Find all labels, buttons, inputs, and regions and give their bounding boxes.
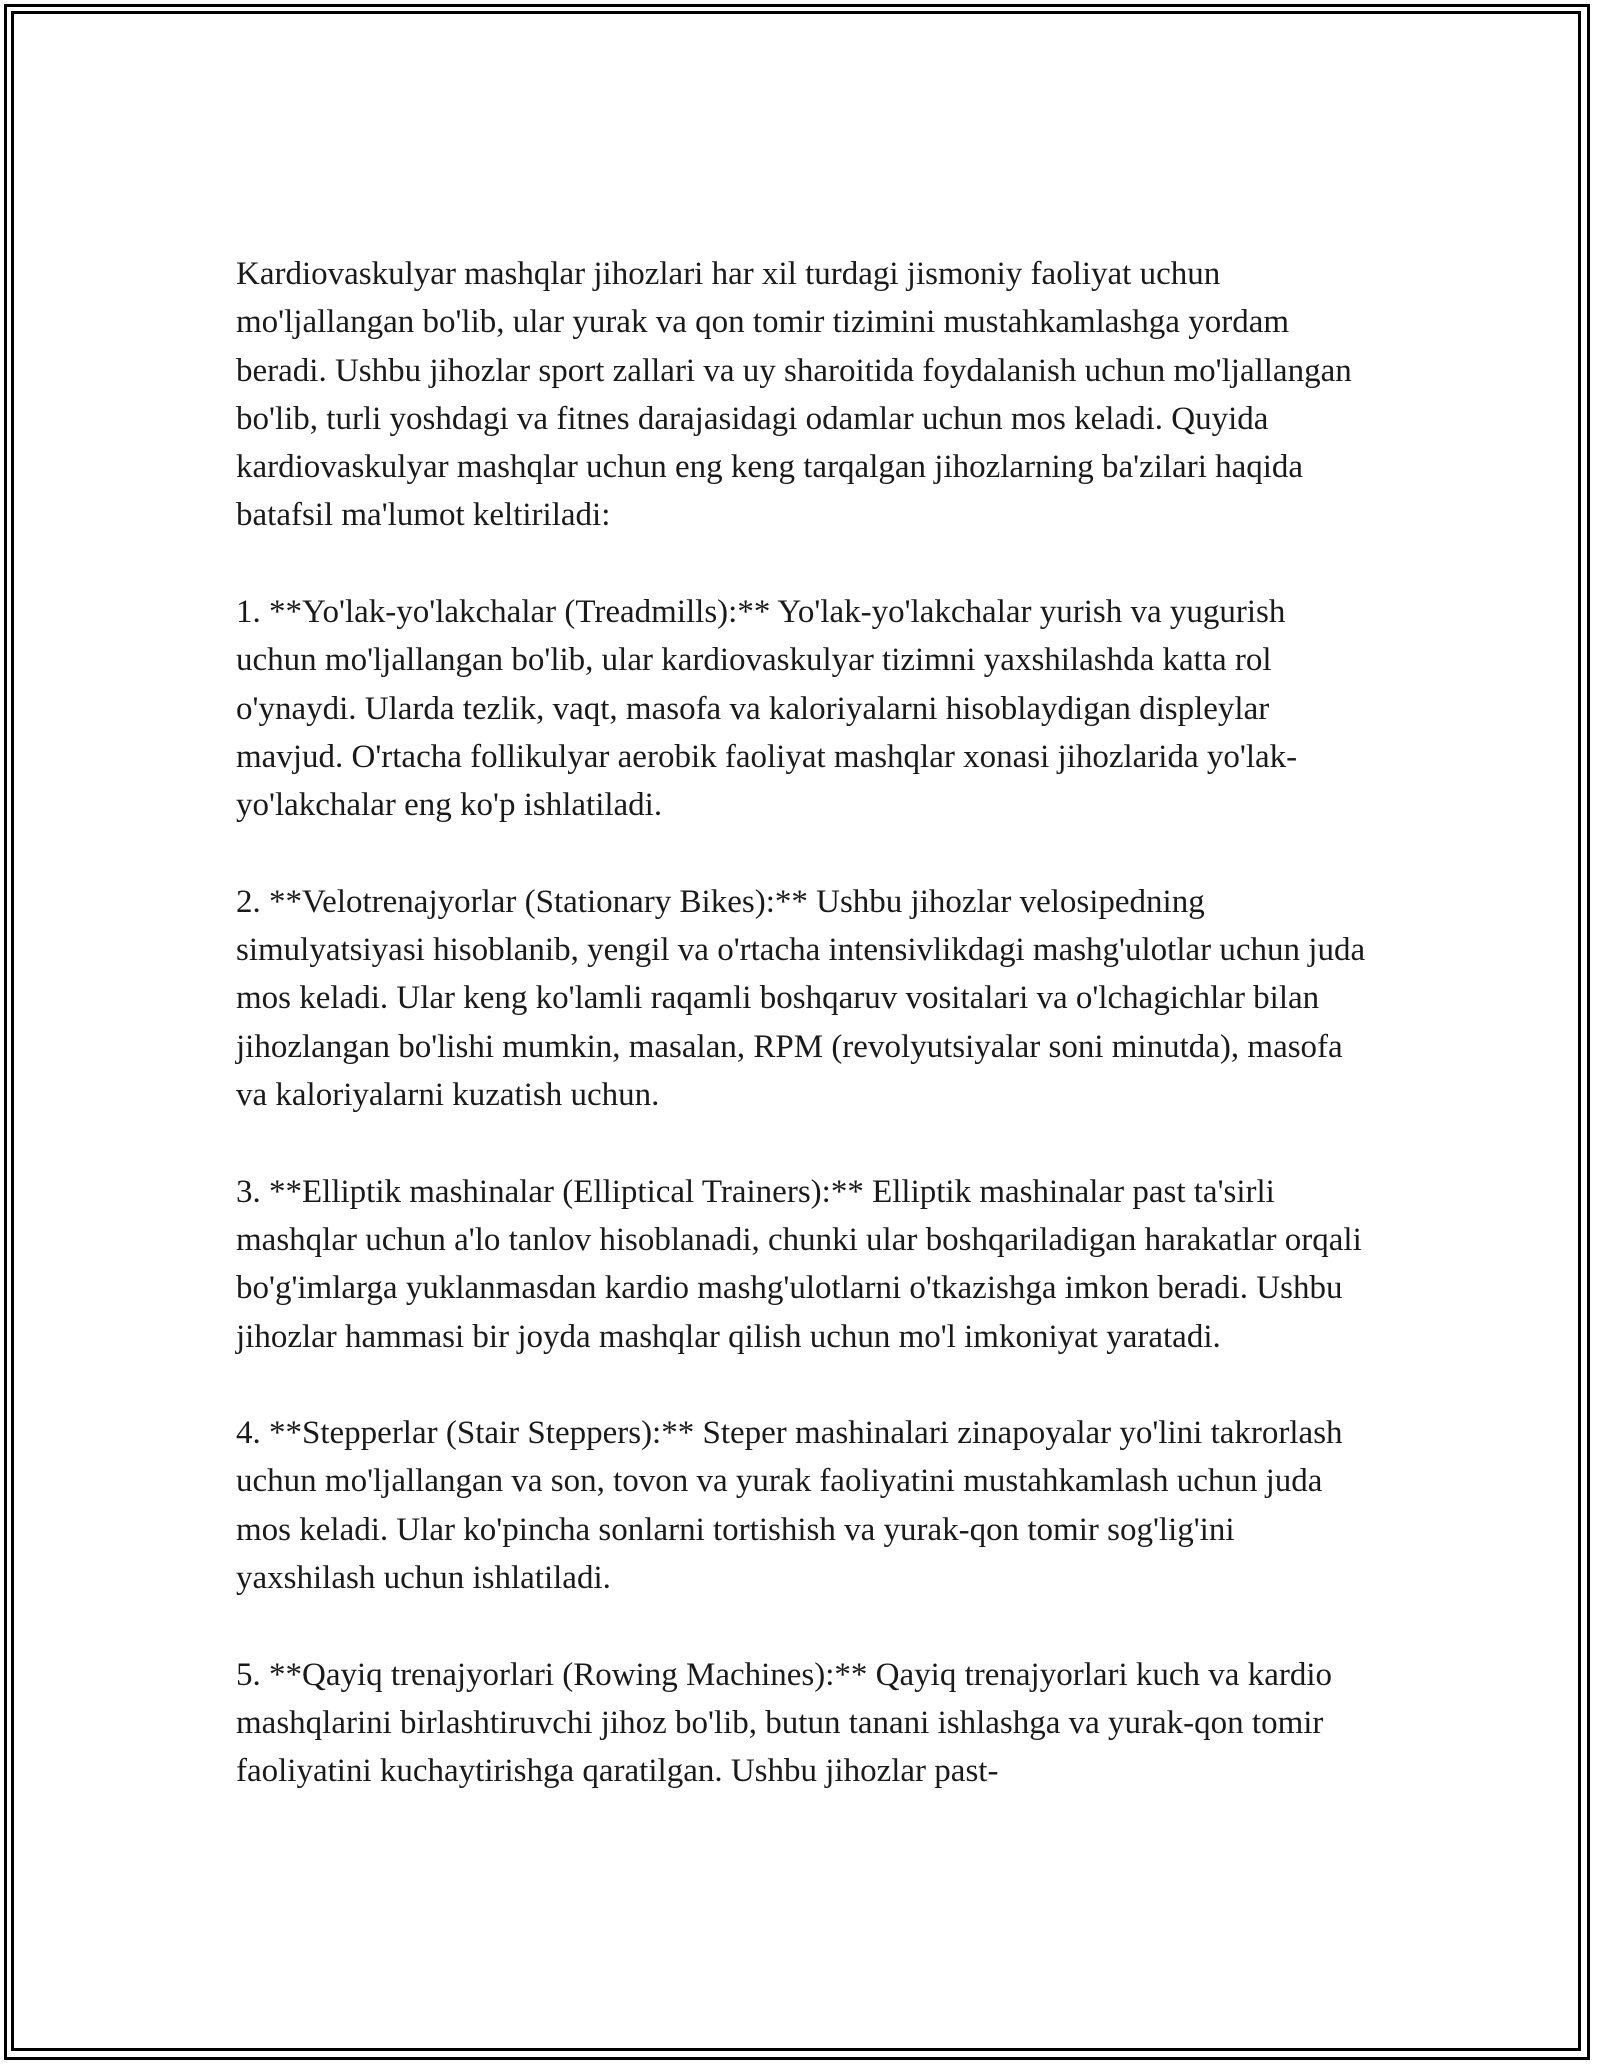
list-item-elliptical-trainers: 3. **Elliptik mashinalar (Elliptical Trainers):** Elliptik mashinalar past ta'sirli mashqlar uchun a'lo tanlov hisoblanadi, chunki ular boshqariladigan harakatlar orqali bo'g'imlarga yuklanmasdan kardio mashg'ulotlarni o'tkazishga imkon beradi. Ushbu jihozlar hammasi bir joyda mashqlar qilish uchun mo'l imkoniyat yaratadi. <box>236 1173 1362 1355</box>
document-body <box>236 250 1366 1796</box>
list-item-stationary-bikes: 2. **Velotrenajyorlar (Stationary Bikes):** Ushbu jihozlar velosipedning simulyatsiyasi hisoblanib, yengil va o'rtacha intensivlikdagi mashg'ulotlar uchun juda mos keladi. Ular keng ko'lamli raqamli boshqaruv vositalari va o'lchagichlar bilan jihozlangan bo'lishi mumkin, masalan, RPM (revolyutsiyalar soni minutda), masofa va kaloriyalarni kuzatish uchun. <box>236 883 1366 1114</box>
list-item-stair-steppers: 4. **Stepperlar (Stair Steppers):** Steper mashinalari zinapoyalar yo'lini takrorlash uchun mo'ljallangan va son, tovon va yurak faoliyatini mustahkamlash uchun juda mos keladi. Ular ko'pincha sonlarni tortishish va yurak-qon tomir sog'lig'ini yaxshilash uchun ishlatiladi. <box>236 1415 1343 1597</box>
list-item-treadmills: 1. **Yo'lak-yo'lakchalar (Treadmills):** Yo'lak-yo'lakchalar yurish va yugurish uchun mo'ljallangan bo'lib, ular kardiovaskulyar tizimni yaxshilashda katta rol o'ynaydi. Ularda tezlik, vaqt, masofa va kaloriyalarni hisoblaydigan displeylar mavjud. O'rtacha follikulyar aerobik faoliyat mashqlar xonasi jihozlarida yo'lak-yo'lakchalar eng ko'p ishlatiladi. <box>236 594 1298 824</box>
intro-paragraph: Kardiovaskulyar mashqlar jihozlari har xil turdagi jismoniy faoliyat uchun mo'ljallangan bo'lib, ular yurak va qon tomir tizimini mustahkamlashga yordam beradi. Ushbu jihozlar sport zallari va uy sharoitida foydalanish uchun mo'ljallangan bo'lib, turli yoshdagi va fitnes darajasidagi odamlar uchun mos keladi. Quyida kardiovaskulyar mashqlar uchun eng keng tarqalgan jihozlarning ba'zilari haqida batafsil ma'lumot keltiriladi: <box>236 256 1352 534</box>
list-item-rowing-machines: 5. **Qayiq trenajyorlari (Rowing Machines):** Qayiq trenajyorlari kuch va kardio mashqlarini birlashtiruvchi jihoz bo'lib, butun tanani ishlashga va yurak-qon tomir faoliyatini kuchaytirishga qaratilgan. Ushbu jihozlar past- <box>236 1656 1333 1790</box>
